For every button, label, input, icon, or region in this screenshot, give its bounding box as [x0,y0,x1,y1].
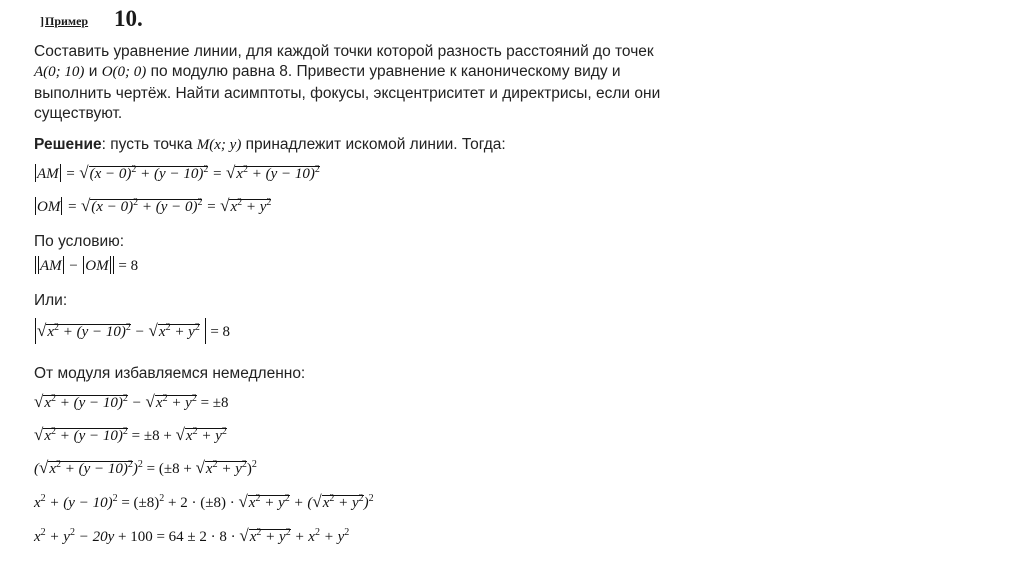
formula-am: AM = $√(x - 0)^2 + (y - 10)^2 = √x^2 + (y - 10)^2$ [37,163,320,182]
problem-line-1: Составить уравнение линии, для каждой точки которой разность расстояний до точек [34,43,654,60]
formula-condition: AM − OM = 8 [34,256,138,275]
header-bracket: ] [40,14,44,28]
solution-intro-a: : пусть точка [101,136,193,153]
solution-intro [34,136,506,154]
point-o: O(0; 0) [101,64,147,80]
solution-intro-b: принадлежит искомой линии. Тогда: [245,136,506,153]
modulus-label: От модуля избавляемся немедленно: [34,365,306,382]
formula-step-4: $x^2 + (y - 10)^2 = (\pm 8)^2 + 2 \cdot (\pm 8) \cdot √x^2 + y^2 + (√x^2 + y^2)^2$ [34,492,374,511]
and-word: и [88,63,98,80]
condition-label: По условию: [34,233,125,250]
formula-step-3: $(√x^2 + (y - 10)^2)^2 = (\pm 8 + √x^2 + y^2)^2$ [34,458,257,477]
problem-line-2 [34,63,621,81]
formula-step-2: $√x^2 + (y - 10)^2 = \pm 8 + √x^2 + y^2$ [34,425,227,444]
point-m: M(x; y) [196,137,242,153]
problem-line-2-rest: по модулю равна 8. Привести уравнение к каноническому виду и [150,63,621,80]
example-number: 10. [114,6,143,31]
condition-constant: 8 [130,258,139,274]
point-a: A(0; 10) [34,64,85,80]
problem-line-4: существуют. [34,105,123,122]
solution-label: Решение [34,136,102,153]
example-label: Пример [45,14,89,28]
formula-step-5: $x^2 + y^2 - 20y + 100 = 64 \pm 2 \cdot 8 \cdot √x^2 + y^2 + x^2 + y^2$ [34,526,350,545]
or-label: Или: [34,292,68,309]
formula-radicals: $√x^2 + (y - 10)^2 - √x^2 + y^2 = 8$ [34,318,230,344]
problem-line-3: выполнить чертёж. Найти асимптоты, фокусы, эксцентриситет и директрисы, если они [34,85,661,102]
formula-om: OM = $√(x - 0)^2 + (y - 0)^2 = √x^2 + y^2$ [37,196,272,215]
formula-step-1: $√x^2 + (y - 10)^2 - √x^2 + y^2 = \pm 8$ [34,392,229,411]
